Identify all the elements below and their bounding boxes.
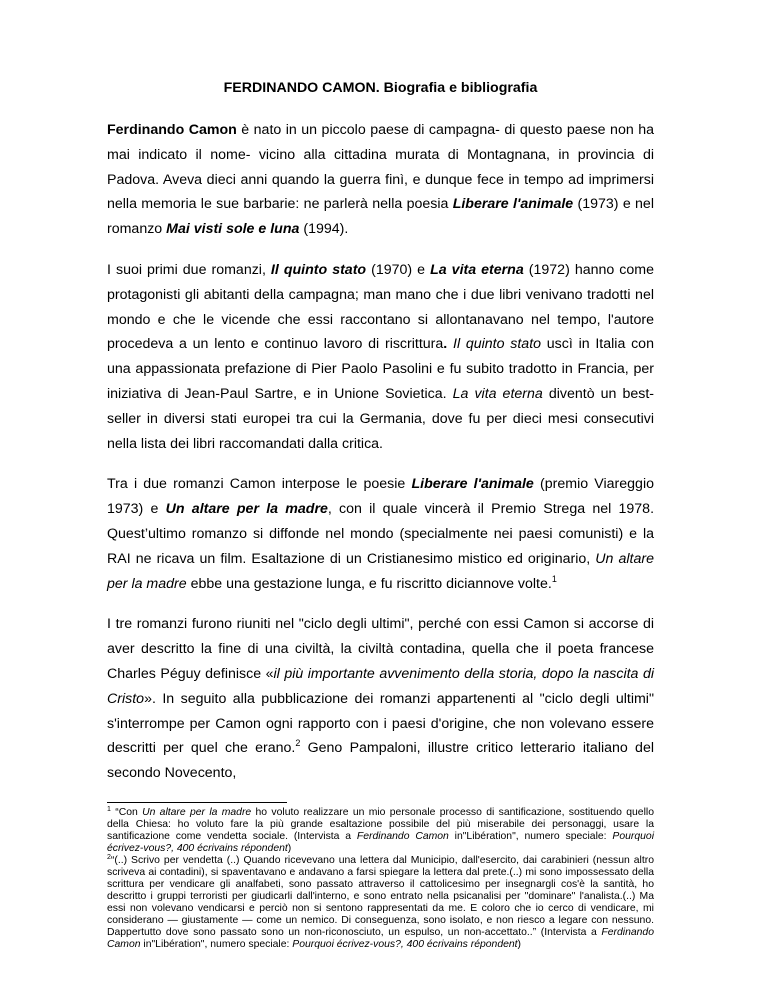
book-title: Liberare l'animale	[452, 196, 574, 213]
book-title: Mai visti sole e luna	[166, 221, 300, 238]
author-name: Ferdinando Camon	[107, 122, 237, 138]
paragraph-3: Tra i due romanzi Camon interpose le poesie Liberare l'animale (premio Viareggio 1973) e Un altare per la madre, con il quale vincerà il Premio Strega nel 1978. Quest’ultimo romanzo si diffonde nel mondo (specialmente nei paesi comunisti) e la RAI ne ricava un film. Esaltazione di un Cristianesimo mistico ed originario, Un altare per la madre ebbe una gestazione lunga, e fu riscritto diciannove volte.$^1$	[107, 476, 655, 592]
footnote-2: $^2$“(..) Scrivo per vendetta (..) Quando ricevevano una lettera dal Municipio, dall'esercito, dai carabinieri (nessun altro scriveva ai contadini), si spaventavano e andavano a farsi spiegare la lettera dal prete.(..) mi sono impossessato della scrittura per vendicare gli analfabeti, sono passato attraverso il cattolicesimo per insegnargli cos'è la santità, ho descritto i gruppi terroristi per giudicarli dall'interno, e sono entrato nella psicanalisi per "dominare" l'analista.(..) Ma essi non volevano vendicarsi e perciò non si sentono rappresentati da me. E coloro che io cerco di vendicare, mi considerano — giustamente — come un nemico. Di conseguenza, sono isolato, e non riesco a legare con nessuno. Dappertutto dove sono passato sono un non-riconosciuto, un espulso, un non-accettato..” (Intervista a Ferdinando Camon in"Libération", numero speciale: Pourquoi écrivez-vous?, 400 écrivains répondent)	[107, 853, 654, 950]
footnote-number: 2	[107, 853, 111, 861]
book-title: Liberare l'animale	[411, 476, 534, 493]
book-title: Il quinto stato	[447, 336, 542, 353]
paragraph-4: I tre romanzi furono riuniti nel "ciclo degli ultimi", perché con essi Camon si accorse di aver descritto la fine di una civiltà, la civiltà contadina, quella che il poeta francese Charles Péguy definisce «il più importante avvenimento della storia, dopo la nascita di Cristo». In seguito alla pubblicazione dei romanzi appartenenti al "ciclo degli ultimi" s'interrompe per Camon ogni rapporto con i paesi d'origine, che non volevano essere descritti per quel che erano.$^2$ Geno Pampaloni, illustre critico letterario italiano del secondo Novecento,	[107, 616, 654, 782]
book-title: La vita eterna	[430, 261, 524, 278]
book-title: Un altare per la madre	[107, 550, 654, 592]
book-title: La vita eterna	[452, 385, 543, 402]
footnote-reference-1[interactable]: 1	[551, 573, 557, 584]
footnote-reference-2[interactable]: 2	[295, 738, 301, 749]
footnote-separator	[107, 802, 287, 803]
paragraph-1: Ferdinando Camon è nato in un piccolo paese di campagna- di questo paese non ha mai indicato il nome- vicino alla cittadina murata di Montagnana, in provincia di Padova. Aveva dieci anni quando la guerra finì, e dunque fece in tempo ad imprimersi nella memoria le sue barbarie: ne parlerà nella poesia Liberare l'animale (1973) e nel romanzo Mai visti sole e luna (1994).	[107, 122, 654, 238]
book-title: Il quinto stato	[270, 261, 367, 278]
quotation: il più importante avvenimento della storia, dopo la nascita di Cristo	[107, 665, 654, 707]
paragraph-2: I suoi primi due romanzi, Il quinto stato (1970) e La vita eterna (1972) hanno come protagonisti gli abitanti della campagna; man mano che i due libri venivano tradotti nel mondo e che le vicende che essi raccontano si allontanavano nel tempo, l'autore procedeva a un lento e continuo lavoro di riscrittura. Il quinto stato uscì in Italia con una appassionata prefazione di Pier Paolo Pasolini e fu subito tradotto in Francia, per iniziativa di Jean-Paul Sartre, e in Unione Sovietica. La vita eterna diventò un best-seller in diversi stati europei tra cui la Germania, dove fu per dieci mesi consecutivi nella lista dei libri raccomandati dalla critica.	[107, 261, 654, 452]
book-title: Un altare per la madre	[165, 501, 328, 518]
footnote-1: $^1$ “Con Un altare per la madre ho voluto realizzare un mio personale processo di santificazione, sostituendo quello della Chiesa: ho voluto fare la più grande esaltazione possibile del più miserabile dei personaggi, usare la santificazione come vendetta sociale. (Intervista a Ferdinando Camon in"Libération", numero speciale: Pourquoi écrivez-vous?, 400 écrivains répondent)	[107, 805, 654, 854]
footnote-number: 1	[107, 805, 111, 813]
document-title: FERDINANDO CAMON. Biografia e bibliografia	[223, 80, 538, 96]
